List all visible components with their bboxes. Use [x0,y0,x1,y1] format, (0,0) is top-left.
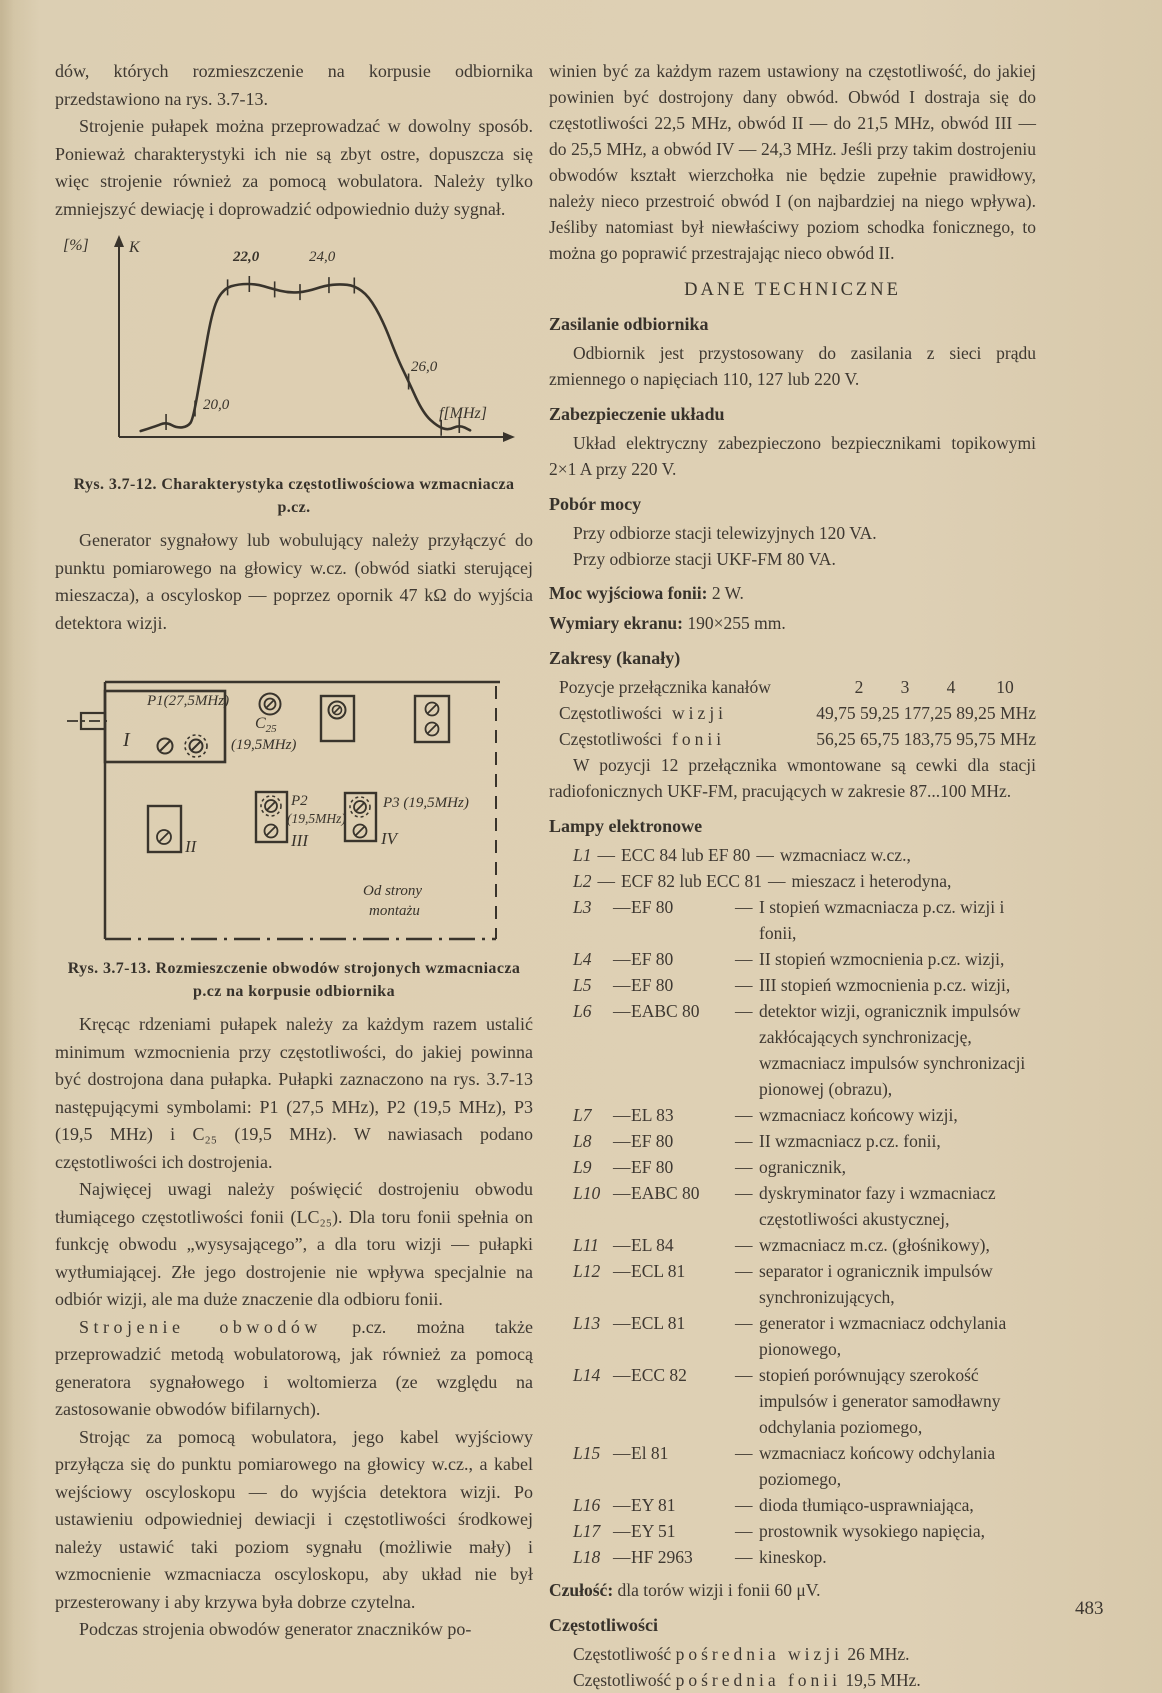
tube-function: mieszacz i heterodyna, [791,871,952,891]
tube-type: ECC 84 lub EF 80 [620,845,751,865]
block-II-outline [148,806,181,852]
tube-type: EF 80 [631,1157,674,1177]
dash: — [735,1495,753,1515]
subsection-heading: Pobór mocy [549,494,642,514]
figure-caption: p.cz na korpusie odbiornika [193,983,395,1000]
tube-type: ECL 81 [631,1261,686,1281]
dash: — [613,1313,631,1333]
tube-function: dyskryminator fazy i wzmacniacz częstotliwości akustycznej, [759,1183,996,1229]
tube-function: II wzmacniacz p.cz. fonii, [759,1131,941,1151]
dash: — [735,1131,753,1151]
tube-list-item [573,1440,1036,1492]
channel-table-row [549,674,1036,700]
tube-id: L3 [573,897,592,917]
subsection-heading: Lampy elektronowe [549,816,703,836]
paragraph: Podczas strojenia obwodów generator znaczników po- [79,1619,472,1639]
channel-position: 10 [996,677,1014,697]
channel-table-row [549,700,1036,726]
spec-line [549,580,1036,606]
tube-list-item [573,1362,1036,1440]
c25-core-icon [260,694,281,715]
tube-function: I stopień wzmacniacza p.cz. wizji i fonii, [759,897,1005,943]
tube-function: ogranicznik, [759,1157,846,1177]
tube-function: separator i ogranicznik impulsów synchronizujących, [759,1261,993,1307]
spec-text: Częstotliwość [573,1670,672,1690]
dash: — [735,1365,753,1385]
dash: — [613,897,631,917]
tube-list-item [573,868,1036,894]
tube-id: L9 [573,1157,592,1177]
dash: — [613,1365,631,1385]
dash: — [735,1261,753,1281]
p3-trap-label: P3 (19,5MHz) [383,795,469,811]
row-word: fonii [672,729,726,749]
tube-list-item [573,1232,1036,1258]
c25-frequency-label: (19,5MHz) [231,737,297,753]
figure-frequency-response [57,229,527,467]
paragraph [55,1314,533,1424]
mounting-side-note: montażu [369,903,420,919]
tube-list-item [573,1154,1036,1180]
left-column [55,0,533,1644]
spec-label: Moc wyjściowa fonii: [549,583,708,603]
trimmer-dashed-icon [350,797,370,817]
x-axis-label: f[MHz] [439,405,488,422]
p2-trap-label: P2 [291,793,308,809]
dash: — [613,1547,631,1567]
tube-list-item [573,1102,1036,1128]
dash: — [735,1521,753,1541]
tube-id: L6 [573,1001,592,1021]
spec-value: 2 W. [711,583,744,603]
tube-list-item [573,842,1036,868]
row-word: wizji [672,703,728,723]
block-I-label: I [123,729,130,751]
tube-list-item [573,1258,1036,1310]
row-values: 56,25 65,75 183,75 95,75 MHz [816,729,1036,749]
spec-line: Przy odbiorze stacji telewizyjnych 120 VA. [573,523,877,543]
paragraph: winien być za każdym razem ustawiony na częstotliwość, do jakiej powinien być dostrojony dany obwód. Obwód I dostraja się do częstotliwości 22,5 MHz, obwód II — do 21,5 MHz, obwód III — do 25,5 MHz, a obwód IV — 24,3 MHz. Jeśli przy takim dostrojeniu obwodów kształt wierzchołka nie będzie zupełnie prawidłowy, należy nieco przestroić obwód I (on najbardziej na niego wpływa). Jeśliby natomiast był niewłaściwy poziom schodka fonicznego, to można go poprawić przestrajając nieco obwód II. [549,61,1036,263]
paragraph: W pozycji 12 przełącznika wmontowane są cewki dla stacji radiofonicznych UKF-FM, pracujących w zakresie 87...100 MHz. [549,755,1036,801]
tube-id: L14 [573,1365,601,1385]
dash: — [597,871,615,891]
dash: — [756,845,774,865]
subsection-heading: Zabezpieczenie układu [549,404,725,424]
tube-type: EF 80 [631,897,674,917]
tube-type: ECF 82 lub ECC 81 [620,871,762,891]
tube-function: wzmacniacz m.cz. (głośnikowy), [759,1235,990,1255]
core-plain-icon [157,830,171,844]
figure-caption: Rys. 3.7-12. Charakterystyka częstotliwościowa wzmacniacza p.cz. [73,476,515,516]
tube-type: ECC 82 [631,1365,687,1385]
tube-list-item [573,1180,1036,1232]
dash: — [735,1157,753,1177]
subsection-heading: Zasilanie odbiornika [549,314,709,334]
tube-function: prostownik wysokiego napięcia, [759,1521,985,1541]
tube-list-item [573,998,1036,1102]
spec-value: dla torów wizji i fonii 60 μV. [617,1580,821,1600]
tube-id: L1 [573,845,592,865]
dash: — [613,1157,631,1177]
section-title-dane-techniczne: DANE TECHNICZNE [684,280,901,300]
trimmer-dashed-icon [261,796,281,816]
tube-function: stopień porównujący szerokość impulsów i generator samodławny odchylania poziomego, [759,1365,1001,1437]
spec-value: 190×255 mm. [687,613,786,633]
paragraph: Układ elektryczny zabezpieczono bezpiecznikami topikowymi 2×1 A przy 220 V. [549,433,1036,479]
spec-line [549,1667,1036,1693]
paragraph: Kręcąc rdzeniami pułapek należy za każdym razem ustalić minimum wzmocnienia przy częstotliwości, do jakiej powinna być dostrojona dana pułapka. Pułapki zaznaczono na rys. 3.7-13 następującymi symbolami: P1 (27,5 MHz), P2 (19,5 MHz), P3 (19,5 MHz) i C₂₅ (19,5 MHz). W nawiasach podano częstotliwości ich dostrojenia. [55,1014,533,1172]
core-plain-icon [426,723,439,736]
tube-function: generator i wzmacniacz odchylania pionowego, [759,1313,1007,1359]
paragraph: Odbiornik jest przystosowany do zasilania z sieci prądu zmiennego o napięciach 110, 127 lub 220 V. [549,343,1036,389]
spec-value: 26 MHz. [847,1644,910,1664]
row-label: Częstotliwości [559,703,663,723]
block-IV-label: IV [381,829,398,848]
block-III-label: III [291,831,308,850]
dash: — [613,1183,631,1203]
channel-position: 3 [900,677,910,697]
core-plain-icon [426,703,439,716]
dash: — [735,1183,753,1203]
dash: — [613,1261,631,1281]
dash: — [597,845,615,865]
tube-list-item [573,1492,1036,1518]
spec-line [549,1641,1036,1667]
tube-id: L7 [573,1105,592,1125]
spec-value: 19,5 MHz. [845,1670,921,1690]
dash: — [735,1313,753,1333]
tube-function: wzmacniacz końcowy wizji, [759,1105,958,1125]
freq-marker-26: 26,0 [411,359,438,375]
spec-label: Czułość: [549,1580,614,1600]
mounting-side-note: Od strony [363,883,423,899]
dash: — [735,949,753,969]
response-curve [141,276,470,436]
core-plain-icon [265,825,278,838]
tube-function: wzmacniacz w.cz., [779,845,911,865]
trimmer-plain-icon [158,739,173,754]
tube-list-item [573,1544,1036,1570]
dash: — [735,1001,753,1021]
frequency-response-chart [57,229,527,467]
paragraph: Strojąc za pomocą wobulatora, jego kabel wyjściowy przyłącza się do punktu pomiarowego na głowicy w.cz., a kabel wejściowy oscyloskopu — do wyjścia detektora wizji. Po ustawieniu odpowiedniej dewiacji i częstotliwości środkowej należy ustawić taki poziom sygnału (możliwie mały) i wzmocnienie wzmacniacza oscyloskopu, aby układ nie był przesterowany i aby krzywa była dobrze czytelna. [55,1426,533,1612]
tube-list-item [573,1128,1036,1154]
channel-table-row [549,726,1036,752]
right-column [549,0,1036,1693]
tube-id: L18 [573,1547,601,1567]
dash: — [613,1235,631,1255]
channel-position: 2 [854,677,864,697]
freq-marker-22: 22,0 [233,249,260,265]
spec-label: Wymiary ekranu: [549,613,683,633]
tube-id: L15 [573,1443,601,1463]
tube-function: kineskop. [759,1547,827,1567]
tube-type: EL 83 [631,1105,674,1125]
tube-function: III stopień wzmocnienia p.cz. wizji, [759,975,1011,995]
tube-list-item [573,894,1036,946]
tube-type: EY 51 [631,1521,676,1541]
tube-id: L12 [573,1261,601,1281]
tube-type: EF 80 [631,949,674,969]
tube-list-item [573,972,1036,998]
dash: — [613,975,631,995]
dash: — [613,1131,631,1151]
dash: — [613,1521,631,1541]
x-axis-arrow [503,432,515,442]
tube-type: EY 81 [631,1495,676,1515]
tube-type: EL 84 [631,1235,674,1255]
tube-type: EF 80 [631,1131,674,1151]
y-axis-arrow [114,235,124,247]
c25-base: C [255,715,266,732]
dash: — [735,1547,753,1567]
spaced-lead: Strojenie obwodów [79,1316,322,1337]
tube-id: L17 [573,1521,601,1541]
tube-type: EABC 80 [631,1001,700,1021]
y-axis-symbol-label: K [129,239,140,256]
paragraph: Generator sygnałowy lub wobulujący należy przyłączyć do punktu pomiarowego na głowicy w.cz. (obwód siatki sterującej mieszacza), a oscyloskop — poprzez opornik 47 kΩ do wyjścia detektora wizji. [55,530,533,633]
block-II-label: II [185,837,197,856]
tube-function: II stopień wzmocnienia p.cz. wizji, [759,949,1005,969]
tube-function: dioda tłumiąco-usprawniająca, [759,1495,974,1515]
subsection-heading: Zakresy (kanały) [549,648,681,668]
spec-spaced: pośrednia wizji [675,1644,843,1664]
tube-type: EF 80 [631,975,674,995]
dash: — [613,1001,631,1021]
spec-spaced: pośrednia fonii [675,1670,842,1690]
row-values: 49,75 59,25 177,25 89,25 MHz [816,703,1036,723]
dash: — [735,897,753,917]
c25-label [255,715,277,735]
tube-type: HF 2963 [631,1547,693,1567]
row-label: Częstotliwości [559,729,663,749]
tube-list-item [573,1310,1036,1362]
freq-marker-20: 20,0 [203,397,230,413]
paragraph: Najwięcej uwagi należy poświęcić dostrojeniu obwodu tłumiącego częstotliwości fonii (LC₂₅). Dla toru fonii spełnia on funkcję obwodu „wysysającego”, a dla toru wizji — pułapki wytłumiającej. Złe jego dostrojenie nie wpływa specjalnie na odbiór wizji, ale ma duże znaczenie dla odbioru fonii. [55,1179,533,1309]
dash: — [613,1443,631,1463]
p2-frequency-label: (19,5MHz) [287,811,346,826]
core-double-icon [329,702,346,719]
paragraph: dów, których rozmieszczenie na korpusie odbiornika przedstawiono na rys. 3.7-13. [55,61,533,109]
dash: — [613,1105,631,1125]
dash: — [735,975,753,995]
tube-type: El 81 [631,1443,669,1463]
dash: — [735,1105,753,1125]
spec-line [549,1577,1036,1603]
tube-type: EABC 80 [631,1183,700,1203]
tube-id: L11 [573,1235,599,1255]
tube-list [573,842,1036,1570]
tube-function: detektor wizji, ogranicznik impulsów zakłócających synchronizację, wzmacniacz impulsów synchronizacji pionowej (obrazu), [759,1001,1026,1099]
dash: — [613,949,631,969]
channel-positions [836,674,1036,700]
spec-line [549,610,1036,636]
tube-function: wzmacniacz końcowy odchylania poziomego, [759,1443,996,1489]
tube-id: L13 [573,1313,601,1333]
spec-line: Przy odbiorze stacji UKF-FM 80 VA. [573,549,836,569]
core-plain-icon [354,825,367,838]
tube-list-item [573,1518,1036,1544]
c25-subscript: 25 [265,723,277,735]
tube-list-item [573,946,1036,972]
figure-caption: Rys. 3.7-13. Rozmieszczenie obwodów strojonych wzmacniacza [67,960,521,977]
page-number: 483 [1075,1598,1104,1619]
subsection-heading: Częstotliwości [549,1615,658,1635]
dash: — [613,1495,631,1515]
tube-type: ECL 81 [631,1313,686,1333]
dash: — [735,1443,753,1463]
paragraph: Strojenie pułapek można przeprowadzać w dowolny sposób. Ponieważ charakterystyki ich nie są zbyt ostre, dopuszcza się więc strojenie również za pomocą wobulatora. Należy tylko zmniejszyć dewiację i doprowadzić odpowiednio duży sygnał. [55,116,533,219]
tube-id: L10 [573,1183,601,1203]
trimmer-dashed-icon [185,735,207,757]
freq-marker-24: 24,0 [309,249,336,265]
tube-id: L4 [573,949,592,969]
paragraph-text: p.cz. można także przeprowadzić metodą wobulatorową, jak również za pomocą generatora sygnałowego i woltomierza (ze względu na zastosowanie obwodów bifilarnych). [55,1316,534,1419]
spec-text: Częstotliwość [573,1644,672,1664]
response-curve-path [141,284,470,431]
y-axis-unit-label: [%] [63,237,89,254]
row-label: Pozycje przełącznika kanałów [559,677,771,697]
tube-id: L2 [573,871,592,891]
channel-position: 4 [946,677,956,697]
figure-chassis-layout [63,649,513,951]
dash: — [767,871,786,891]
tube-id: L5 [573,975,592,995]
p1-trap-label: P1(27,5MHz) [147,693,230,709]
dash: — [735,1235,753,1255]
tube-id: L8 [573,1131,592,1151]
tube-id: L16 [573,1495,601,1515]
